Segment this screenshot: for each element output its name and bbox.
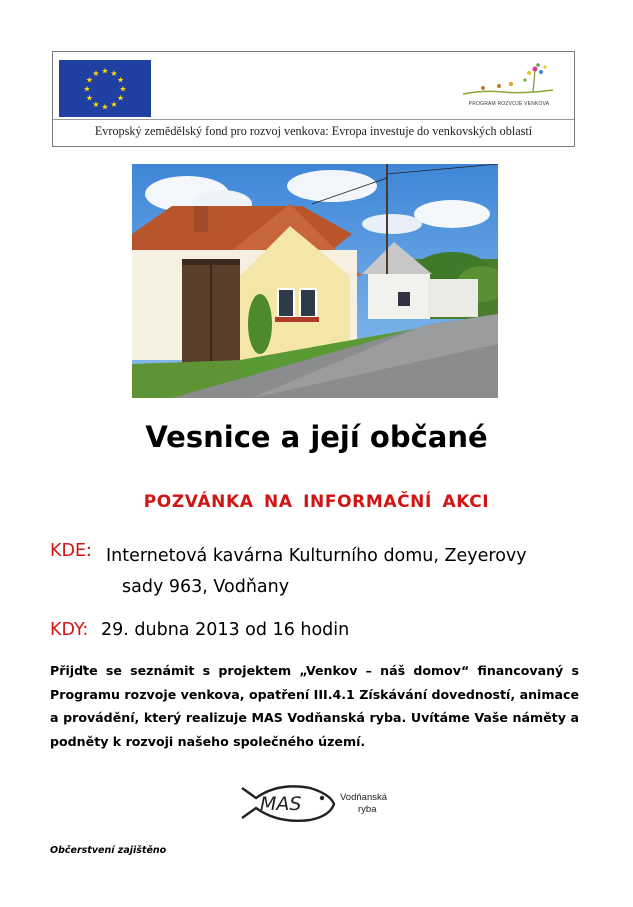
mas-letters: MAS xyxy=(260,793,302,815)
eu-star-icon: ★ xyxy=(110,100,118,110)
eu-star-icon: ★ xyxy=(110,68,118,78)
eu-star-icon: ★ xyxy=(92,68,100,78)
eu-flag-icon xyxy=(59,60,151,117)
eu-star-icon: ★ xyxy=(92,100,100,110)
refreshments-note: Občerstvení zajištěno xyxy=(50,845,167,856)
where-label: KDE: xyxy=(50,541,92,561)
when-label: KDY: xyxy=(50,620,89,640)
eu-star-icon: ★ xyxy=(119,84,127,94)
eu-star-icon: ★ xyxy=(101,102,109,112)
invitation-subtitle: POZVÁNKA NA INFORMAČNÍ AKCI xyxy=(143,492,490,512)
eu-star-icon: ★ xyxy=(83,84,91,94)
eu-star-icon: ★ xyxy=(85,75,93,85)
fund-text: Evropský zemědělský fond pro rozvoj venkova: Evropa investuje do venkovských oblastí xyxy=(94,124,533,138)
program-logo-text: PROGRAM ROZVOJE VENKOVA xyxy=(468,101,550,107)
mas-name-line-1: Vodňanská xyxy=(340,792,388,803)
eu-star-icon: ★ xyxy=(117,93,125,103)
when-value: 29. dubna 2013 od 16 hodin xyxy=(101,620,350,640)
eu-star-icon: ★ xyxy=(85,93,93,103)
page-title: Vesnice a její občané xyxy=(145,420,488,454)
invitation-body: Přijďte se seznámit s projektem „Venkov – náš domov“ financovaný s Programu rozvoje venkova, opatření III.4.1 Získávání dovedností, animace a provádění, který realizuje MAS Vodňanská ryba. Uvítáme Vaše náměty a podněty k rozvoji našeho společného území. xyxy=(50,663,579,749)
eu-star-icon: ★ xyxy=(101,66,109,76)
eu-funding-header xyxy=(52,51,575,147)
where-value xyxy=(106,541,586,603)
mas-vodnanska-ryba-logo xyxy=(238,778,398,826)
mas-name-line-2: ryba xyxy=(358,804,377,815)
divider xyxy=(53,119,574,120)
where-line-1: Internetová kavárna Kulturního domu, Zeyerovy xyxy=(106,546,527,566)
program-rozvoje-venkova-logo xyxy=(453,60,565,114)
village-house-photo xyxy=(132,164,498,398)
where-line-2: sady 963, Vodňany xyxy=(122,577,290,597)
eu-star-icon: ★ xyxy=(117,75,125,85)
